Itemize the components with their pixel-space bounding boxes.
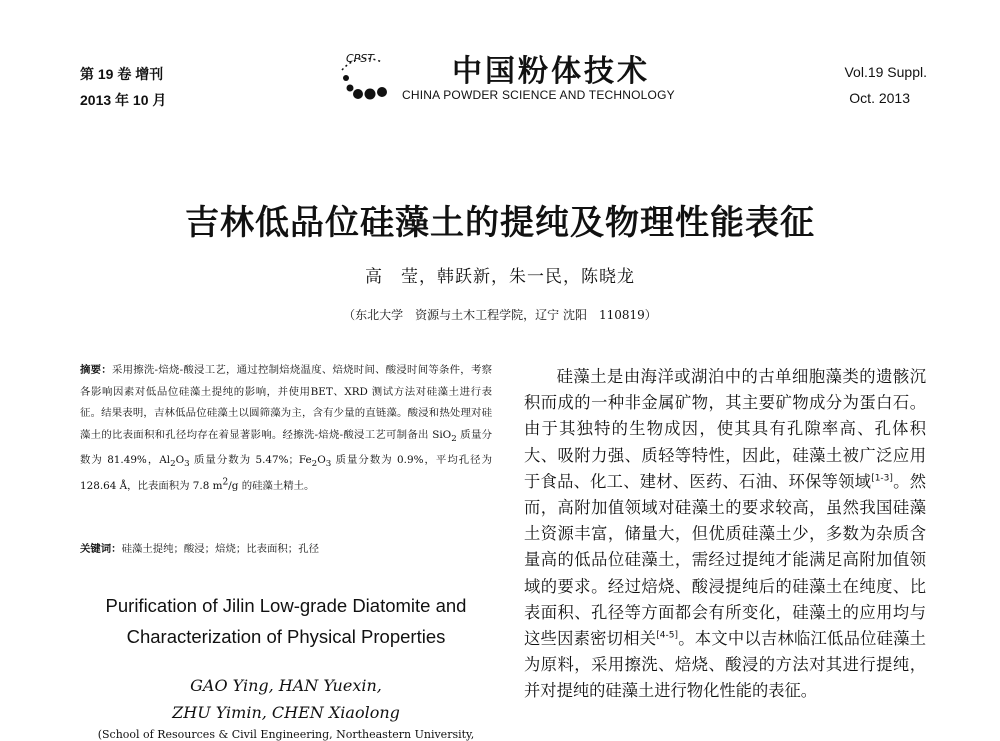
- citation-ref: [1-3]: [871, 473, 893, 484]
- volume-issue-en: Vol.19 Suppl.: [844, 64, 927, 80]
- journal-logo: [338, 48, 402, 104]
- body-text: 。然而，高附加值领域对硅藻土的要求较高，虽然我国硅藻土资源丰富，储量大，但优质硅藻土少，多数为杂质含量高的低品位硅藻土，需经过提纯才能满足高附加值领域的要求。经过焙烧、酸浸提纯后的硅藻土在纯度、比表面积、孔径等方面都会有所变化，硅藻土的应用均与这些因素密切相关: [524, 471, 926, 649]
- abstract-cn: [80, 360, 492, 498]
- body-text: 。本文中以吉林临江低品位硅藻土为原料，采用擦洗、焙烧、酸浸的方法对其进行提纯，并对提纯的硅藻土进行物化性能的表征。: [524, 629, 926, 701]
- abstract-text: O: [175, 454, 185, 467]
- abstract-label: 摘要：: [80, 364, 112, 376]
- abstract-text: 质量分数为 5.47%；Fe: [189, 454, 312, 467]
- abstract-text: O: [317, 454, 326, 467]
- date-en: Oct. 2013: [849, 90, 910, 106]
- journal-title-en: CHINA POWDER SCIENCE AND TECHNOLOGY: [402, 88, 675, 102]
- journal-title-cn: 中国粉体技术: [452, 54, 650, 89]
- authors-en-line1: GAO Ying, HAN Yuexin,: [190, 676, 382, 695]
- subscript: 3: [184, 459, 190, 470]
- keywords-text: 硅藻土提纯；酸浸；焙烧；比表面积；孔径: [121, 543, 319, 555]
- volume-issue-cn: 第 19 卷 增刊: [80, 66, 164, 82]
- affiliation-en: (School of Resources & Civil Engineering, Northeastern University,: [97, 728, 475, 741]
- logo-text: CPST: [346, 52, 375, 65]
- subscript: 2: [311, 459, 318, 470]
- date-cn: 2013 年 10 月: [80, 92, 167, 108]
- paper-title-cn: 吉林低品位硅藻土的提纯及物理性能表征: [185, 203, 815, 243]
- abstract-text: 采用擦洗-焙烧-酸浸工艺，通过控制焙烧温度、焙烧时间、酸浸时间等条件，考察各影响因素对低品位硅藻土提纯的影响，并使用BET、XRD 测试方法对硅藻土进行表征。结果表明，吉林低品位硅藻土以圆筛藻为主，含有少量的直链藻。酸浸和热处理对硅藻土的比表面积和孔径均存在着显著影响。经擦洗-焙烧-酸浸工艺可制备出 SiO: [80, 364, 492, 441]
- superscript: 2: [222, 477, 229, 488]
- abstract-text: 质量分数为 0.9%，平均孔径为 128.64 Å，比表面积为 7.8 m: [80, 454, 492, 493]
- abstract-text: 质量分数为 81.49%，Al: [80, 428, 493, 467]
- subscript: 2: [170, 459, 176, 470]
- authors-cn: 高 莹，韩跃新，朱一民，陈晓龙: [365, 267, 635, 287]
- introduction-paragraph: [524, 364, 926, 705]
- body-text: 硅藻土是由海洋或湖泊中的古单细胞藻类的遗骸沉积而成的一种非金属矿物，其主要矿物成分为蛋白石。由于其独特的生物成因，使其具有孔隙率高、孔体积大、吸附力强、质轻等特性，因此，硅藻土被广泛应用于食品、化工、建材、医药、石油、环保等领域: [524, 367, 926, 491]
- affiliation-cn: （东北大学 资源与土木工程学院，辽宁 沈阳 110819）: [343, 308, 657, 322]
- keywords-label: 关键词：: [80, 543, 122, 555]
- paper-title-en: Purification of Jilin Low-grade Diatomite and Characterization of Physical Properties: [105, 595, 467, 647]
- keywords-cn: [80, 540, 492, 555]
- subscript: 2: [451, 433, 457, 444]
- authors-en-line2: ZHU Yimin, CHEN Xiaolong: [172, 703, 400, 722]
- abstract-text: /g 的硅藻土精土。: [228, 480, 315, 493]
- subscript: 3: [325, 459, 332, 470]
- citation-ref: [4-5]: [656, 630, 678, 641]
